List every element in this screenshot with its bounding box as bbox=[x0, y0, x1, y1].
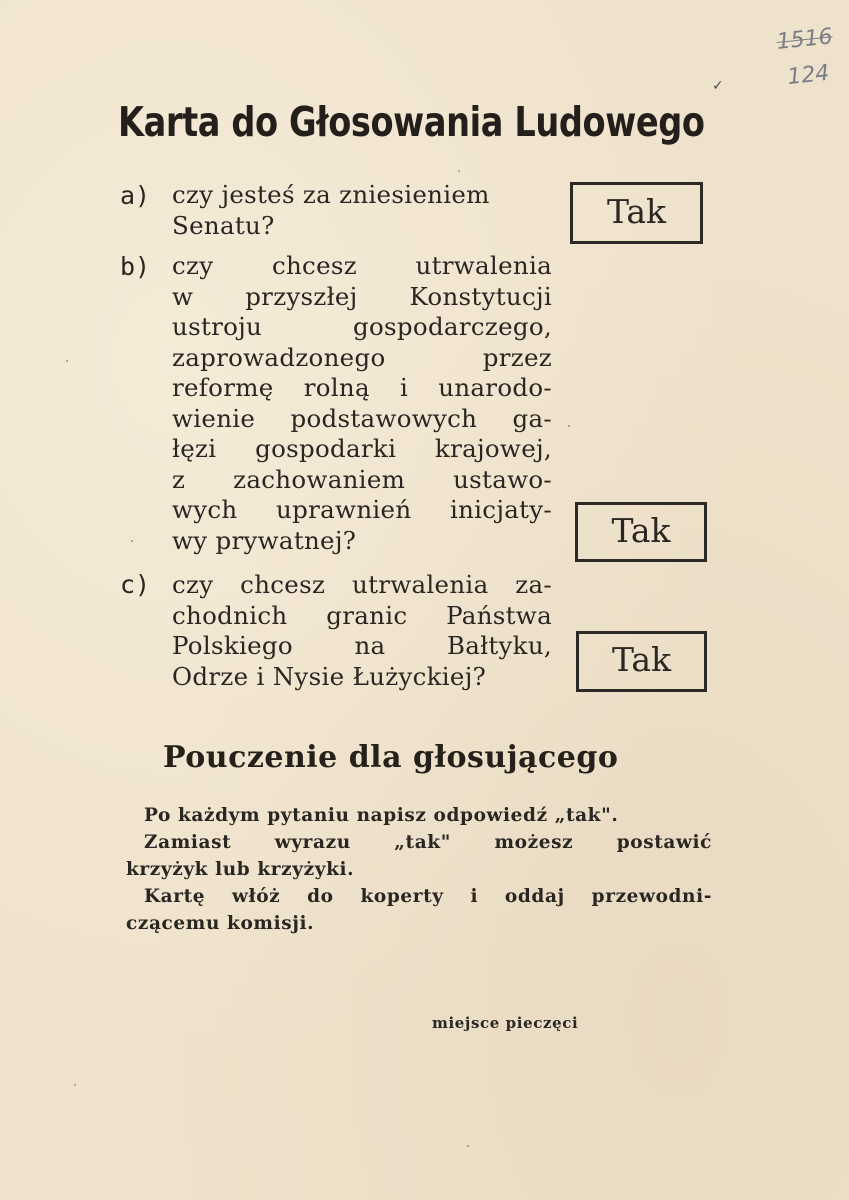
question-b-line: w przyszłej Konstytucji bbox=[172, 281, 552, 311]
question-b-line: wy prywatnej? bbox=[172, 525, 357, 555]
question-b-marker: b) bbox=[120, 252, 151, 281]
question-b-line: łęzi gospodarki krajowej, bbox=[172, 434, 552, 463]
question-b-line: zaprowadzonego przez bbox=[172, 342, 552, 372]
instructions-title: Pouczenie dla głosującego bbox=[163, 740, 619, 775]
question-b-line: wienie podstawowych ga- bbox=[172, 403, 552, 433]
instruction-line: Zamiast wyrazu „tak" możesz postawić bbox=[144, 832, 712, 853]
question-c-marker: c) bbox=[120, 570, 151, 599]
question-c-line: czy chcesz utrwalenia za- bbox=[172, 570, 552, 599]
answer-label-c: Tak bbox=[611, 640, 672, 679]
answer-label-a: Tak bbox=[606, 191, 667, 231]
archive-handwritten-number bbox=[768, 19, 846, 106]
answer-box-a[interactable] bbox=[570, 182, 703, 244]
paper-speck bbox=[467, 1145, 469, 1147]
answer-box-b[interactable] bbox=[575, 502, 707, 562]
paper-speck bbox=[66, 360, 68, 362]
pencil-tick-mark: ✓ bbox=[712, 78, 724, 94]
question-b-line: reformę rolną i unarodo- bbox=[172, 373, 552, 402]
question-c-line: chodnich granic Państwa bbox=[172, 600, 552, 630]
question-a-line: Senatu? bbox=[172, 210, 275, 240]
ballot-title: Karta do Głosowania Ludowego bbox=[118, 98, 705, 146]
answer-label-b: Tak bbox=[611, 510, 671, 550]
question-c-line: Polskiego na Bałtyku, bbox=[172, 631, 552, 660]
question-b-line: z zachowaniem ustawo- bbox=[172, 464, 552, 494]
stamp-place-label: miejsce pieczęci bbox=[432, 1014, 579, 1032]
archive-number-2: 124 bbox=[786, 60, 831, 91]
instructions-text bbox=[126, 802, 712, 937]
archive-number-1: 1516 bbox=[775, 24, 834, 55]
answer-box-c[interactable] bbox=[576, 631, 707, 692]
instruction-line: krzyżyk lub krzyżyki. bbox=[126, 859, 355, 880]
question-c-text bbox=[172, 570, 552, 692]
question-b-line: ustroju gospodarczego, bbox=[172, 312, 552, 341]
question-b-text bbox=[172, 251, 552, 556]
paper-speck bbox=[74, 1084, 76, 1086]
paper-speck bbox=[568, 425, 570, 427]
paper-speck bbox=[131, 540, 133, 542]
question-c-line: Odrze i Nysie Łużyckiej? bbox=[172, 661, 487, 691]
instruction-line: Kartę włóż do koperty i oddaj przewodni- bbox=[144, 886, 712, 907]
question-b-line: wych uprawnień inicjaty- bbox=[172, 495, 552, 524]
question-a-line: czy jesteś za zniesieniem bbox=[172, 180, 490, 209]
question-a-marker: a) bbox=[120, 181, 151, 210]
question-a-text bbox=[172, 180, 552, 241]
instruction-line: czącemu komisji. bbox=[126, 913, 315, 934]
instruction-line: Po każdym pytaniu napisz odpowiedź „tak". bbox=[144, 805, 619, 826]
question-b-line: czy chcesz utrwalenia bbox=[172, 251, 552, 280]
paper-speck bbox=[458, 170, 460, 172]
